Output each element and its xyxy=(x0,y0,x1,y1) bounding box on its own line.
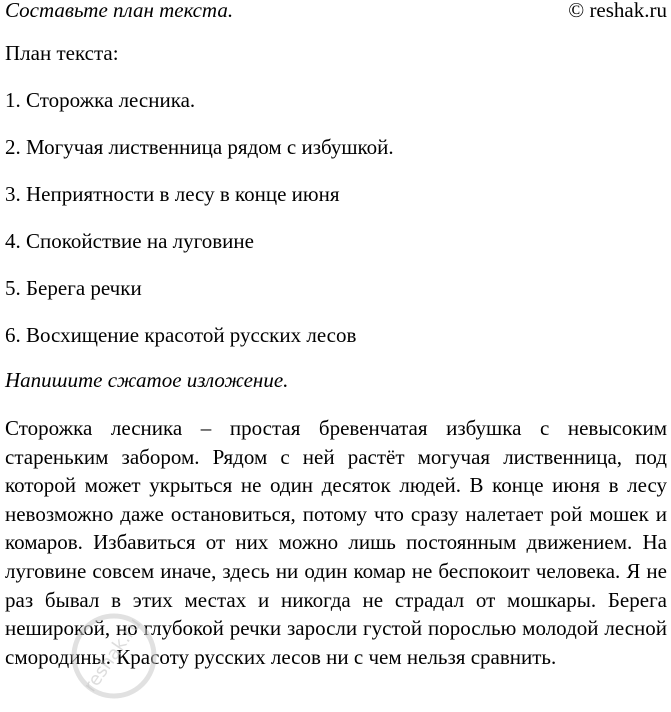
header xyxy=(5,0,667,23)
plan-item-1: 1. Сторожка лесника. xyxy=(5,88,196,112)
summary-paragraph: Сторожка лесника – простая бревенчатая избушка с невысоким стареньким забором. Рядом с ней растёт могучая лиственница, под которой может укрыться не один десяток людей. В конце июня в лесу невозможно даже остановиться, потому что сразу налетает рой мошек и комаров. Избавиться от них можно лишь постоянным движением. На луговине совсем иначе, здесь ни один комар не беспокоит человека. Я не раз бывал в этих местах и никогда не страдал от мошкары. Берега неширокой, но глубокой речки заросли густой порослью молодой лесной смородины. Красоту русских лесов ни с чем нельзя сравнить. xyxy=(5,416,667,669)
task-2-instruction: Напишите сжатое изложение. xyxy=(5,368,289,392)
plan-item-6: 6. Восхищение красотой русских лесов xyxy=(5,323,357,347)
copyright-text: © reshak.ru xyxy=(568,0,667,22)
svg-text:reshak.ru: reshak.ru xyxy=(79,614,146,696)
plan-item-3: 3. Неприятности в лесу в конце июня xyxy=(5,182,340,206)
task-title: Составьте план текста. xyxy=(5,0,234,22)
plan-item-5: 5. Берега речки xyxy=(5,276,142,300)
plan-list xyxy=(5,87,394,369)
plan-heading: План текста: xyxy=(5,41,119,65)
plan-item-2: 2. Могучая лиственница рядом с избушкой. xyxy=(5,135,394,159)
plan-item-4: 4. Спокойствие на луговине xyxy=(5,229,254,253)
